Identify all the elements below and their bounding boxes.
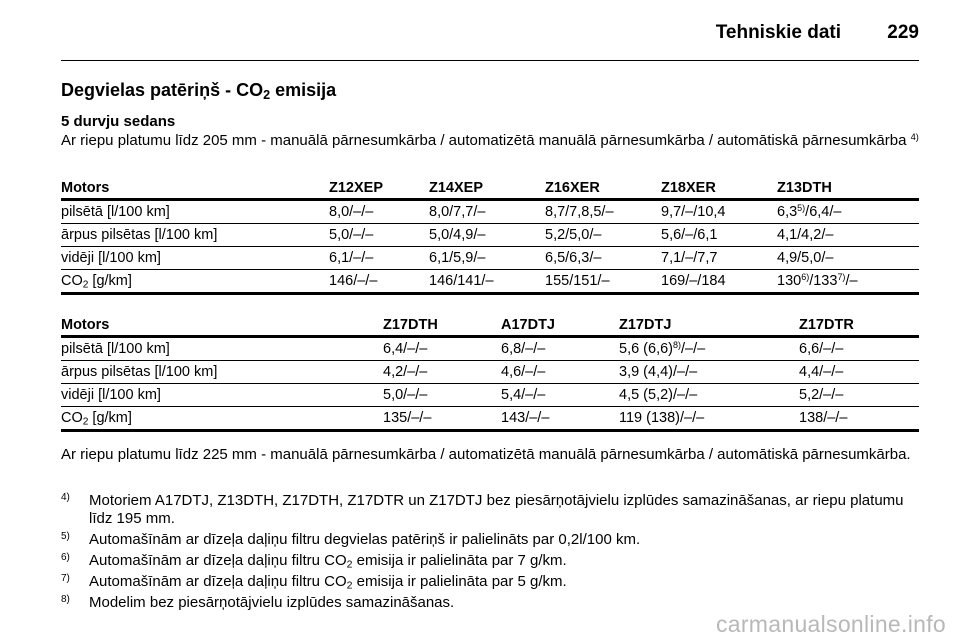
footnote-ref: 7) bbox=[837, 272, 846, 283]
row-label-unit: [g/km] bbox=[88, 410, 132, 426]
row-label bbox=[61, 407, 383, 431]
footnote-mark: 4) bbox=[61, 492, 70, 503]
table-row bbox=[61, 200, 919, 224]
table-cell: 6,6/–/– bbox=[799, 337, 919, 361]
cell-value: /6,4/– bbox=[805, 204, 842, 220]
header-title: Tehniskie dati bbox=[715, 22, 841, 43]
footnote-mark: 8) bbox=[61, 594, 70, 605]
row-label-unit: [g/km] bbox=[88, 273, 132, 289]
tire-width-note: Ar riepu platumu līdz 225 mm - manuālā pārnesumkārba / automatizētā manuālā pārnesumkārba / automātiskā pārnesumkārba. bbox=[61, 446, 911, 463]
table-cell: 6,8/–/– bbox=[501, 337, 619, 361]
cell-value: /– bbox=[845, 273, 858, 289]
table-cell: 119 (138)/–/– bbox=[619, 407, 799, 431]
column-header: Z17DTJ bbox=[619, 313, 799, 337]
row-label bbox=[61, 270, 329, 294]
footnote-subscript: 2 bbox=[346, 579, 353, 592]
table-cell: 5,0/–/– bbox=[383, 384, 501, 407]
footnote bbox=[61, 573, 919, 591]
table-row bbox=[61, 337, 919, 361]
table-row bbox=[61, 407, 919, 431]
footnote-text: emisija ir palielināta par 5 g/km. bbox=[352, 573, 567, 590]
table-cell: 6,1/5,9/– bbox=[429, 247, 545, 270]
table-cell: 6,4/–/– bbox=[383, 337, 501, 361]
table-cell: 5,0/–/– bbox=[329, 224, 429, 247]
intro-text: Ar riepu platumu līdz 205 mm - manuālā pārnesumkārba / automatizētā manuālā pārnesumkārba / automātiskā pārnesumkārba $^{4)}$ bbox=[61, 131, 919, 149]
row-label bbox=[61, 384, 383, 407]
footnote-ref: 5) bbox=[797, 203, 806, 214]
footnote bbox=[61, 594, 919, 612]
table-cell: 7,1/–/7,7 bbox=[661, 247, 777, 270]
table-cell: 6,5/6,3/– bbox=[545, 247, 661, 270]
footnote bbox=[61, 492, 919, 528]
row-label-text: vidēji [l/100 km] bbox=[61, 250, 161, 266]
table-cell: 5,2/5,0/– bbox=[545, 224, 661, 247]
table-cell: 4,1/4,2/– bbox=[777, 224, 919, 247]
table-row bbox=[61, 361, 919, 384]
footnote-mark: 5) bbox=[61, 531, 70, 542]
column-header: Motors bbox=[61, 313, 383, 337]
table-cell: 146/141/– bbox=[429, 270, 545, 294]
page-number: 229 bbox=[887, 22, 919, 43]
page-header bbox=[61, 18, 919, 61]
row-label-text: pilsētā [l/100 km] bbox=[61, 341, 170, 357]
watermark: carmanualsonline.info bbox=[715, 611, 946, 637]
footnote-ref: 6) bbox=[801, 272, 810, 283]
table-cell: 3,9 (4,4)/–/– bbox=[619, 361, 799, 384]
column-header: Z16XER bbox=[545, 176, 661, 200]
table-cell: 4,5 (5,2)/–/– bbox=[619, 384, 799, 407]
table-cell: 9,7/–/10,4 bbox=[661, 200, 777, 224]
cell-value: 130 bbox=[777, 273, 802, 289]
row-label-text: vidēji [l/100 km] bbox=[61, 387, 161, 403]
table-header-row bbox=[61, 313, 919, 337]
table-cell: 5,0/4,9/– bbox=[429, 224, 545, 247]
cell-value: /133 bbox=[809, 273, 838, 289]
table-cell: 4,9/5,0/– bbox=[777, 247, 919, 270]
consumption-table-1 bbox=[61, 176, 919, 295]
table-cell: 135/–/– bbox=[383, 407, 501, 431]
footnote-mark: 6) bbox=[61, 552, 70, 563]
column-header: Z17DTR bbox=[799, 313, 919, 337]
column-header: Motors bbox=[61, 176, 329, 200]
table-cell: 169/–/184 bbox=[661, 270, 777, 294]
table-cell: 8,0/7,7/– bbox=[429, 200, 545, 224]
footnote bbox=[61, 552, 919, 570]
cell-value: 6,3 bbox=[777, 204, 798, 220]
column-header: Z13DTH bbox=[777, 176, 919, 200]
cell-value: 5,6 (6,6) bbox=[619, 341, 673, 357]
table-row bbox=[61, 384, 919, 407]
table-row bbox=[61, 224, 919, 247]
row-label bbox=[61, 200, 329, 224]
table-cell: 5,6/–/6,1 bbox=[661, 224, 777, 247]
column-header: Z14XEP bbox=[429, 176, 545, 200]
footnote-text: Automašīnām ar dīzeļa daļiņu filtru CO bbox=[89, 552, 347, 569]
row-label-text: ārpus pilsētas [l/100 km] bbox=[61, 364, 218, 380]
table-cell: 8,7/7,8,5/– bbox=[545, 200, 661, 224]
table-cell: 5,2/–/– bbox=[799, 384, 919, 407]
footnotes bbox=[61, 492, 919, 615]
table-cell: 138/–/– bbox=[799, 407, 919, 431]
table-header-row bbox=[61, 176, 919, 200]
table-cell: 4,2/–/– bbox=[383, 361, 501, 384]
column-header: A17DTJ bbox=[501, 313, 619, 337]
table-cell bbox=[619, 337, 799, 361]
row-label-subscript: 2 bbox=[82, 416, 89, 428]
table-cell: 4,4/–/– bbox=[799, 361, 919, 384]
consumption-table-2 bbox=[61, 313, 919, 432]
row-label-text: CO bbox=[61, 273, 83, 289]
footnote-subscript: 2 bbox=[346, 558, 353, 571]
section-title: Degvielas patēriņš - $CO_2$ emisija bbox=[61, 80, 337, 103]
column-header: Z12XEP bbox=[329, 176, 429, 200]
footnote bbox=[61, 531, 919, 549]
footnote-text: Automašīnām ar dīzeļa daļiņu filtru degvielas patēriņš ir palielināts par 0,2l/100 km. bbox=[89, 531, 641, 548]
row-label bbox=[61, 361, 383, 384]
footnote-text: emisija ir palielināta par 7 g/km. bbox=[352, 552, 567, 569]
row-label-text: pilsētā [l/100 km] bbox=[61, 204, 170, 220]
row-label bbox=[61, 337, 383, 361]
table-cell bbox=[777, 200, 919, 224]
row-label-text: ārpus pilsētas [l/100 km] bbox=[61, 227, 218, 243]
row-label-text: CO bbox=[61, 410, 83, 426]
table-cell: 155/151/– bbox=[545, 270, 661, 294]
table-cell: 146/–/– bbox=[329, 270, 429, 294]
table-row bbox=[61, 247, 919, 270]
table-cell bbox=[777, 270, 919, 294]
footnote-ref: 8) bbox=[673, 340, 681, 351]
subsection-title: 5 durvju sedans bbox=[61, 113, 176, 130]
table-cell: 6,1/–/– bbox=[329, 247, 429, 270]
row-label bbox=[61, 247, 329, 270]
table-cell: 5,4/–/– bbox=[501, 384, 619, 407]
table-cell: 143/–/– bbox=[501, 407, 619, 431]
row-label-subscript: 2 bbox=[82, 279, 89, 291]
cell-value: /–/– bbox=[681, 341, 706, 357]
footnote-mark: 7) bbox=[61, 573, 70, 584]
footnote-text: Modelim bez piesārņotājvielu izplūdes samazināšanas. bbox=[89, 594, 455, 611]
column-header: Z17DTH bbox=[383, 313, 501, 337]
row-label bbox=[61, 224, 329, 247]
table-cell: 8,0/–/– bbox=[329, 200, 429, 224]
footnote-text: Automašīnām ar dīzeļa daļiņu filtru CO bbox=[89, 573, 347, 590]
table-cell: 4,6/–/– bbox=[501, 361, 619, 384]
column-header: Z18XER bbox=[661, 176, 777, 200]
table-row bbox=[61, 270, 919, 294]
footnote-text: Motoriem A17DTJ, Z13DTH, Z17DTH, Z17DTR un Z17DTJ bez piesārņotājvielu izplūdes samazināšanas, ar riepu platumu līdz 195 mm. bbox=[89, 492, 904, 527]
